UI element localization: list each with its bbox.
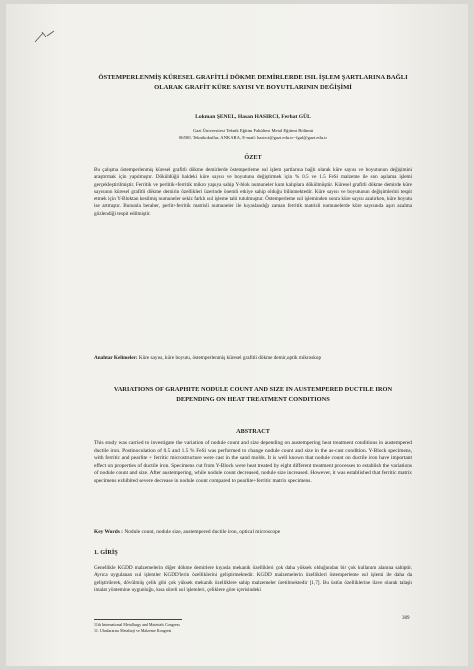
introduction-heading: 1. GİRİŞ [94,549,118,556]
abstract-body: This study was carried to investigate the variation of nodule count and size depending on austempering heat treatment conditions in austempered ductile iron. Postinoculation of 0.5 and 1.5 % FeSi was performed to change nodule count and size in the as-cast condition. Y-Block specimens, with ferritic and pearlite + ferritic microstructure were cast in the sand molds. It is well known that nodule count on ductile iron have important effect on properties of ductile iron. Specimens cut from Y-Block were heat treated by eight different treatment processes to establish the variations of nodule count and size. After austempering, while nodule count decreased, nodule size increased. However, it was established that ferritic matrix specimens exhibited severe decrease in nodule count compared to pearlite+ferritic matrix specimens. [94,440,412,484]
abstract-heading: ABSTRACT [236,428,270,435]
paper-title-turkish: ÖSTEMPERLENMİŞ KÜRESEL GRAFİTLİ DÖKME DEMİRLERDE ISIL İŞLEM ŞARTLARINA BAĞLI OLARAK GRAFİT KÜRE SAYISI VE BOYUTLARININ DEĞİŞİMİ [98,74,408,91]
ozet-body: Bu çalışma östemperlenmiş küresel grafitli dökme demirlerde östemperleme ısıl işlem şartlarına bağlı olarak küre sayısı ve boyutunun değişimini araştırmak için yapılmıştır. Döküldüğü haldeki küre sayısı ve boyutunu değiştirmek için % 0.5 ve 1.5 FeSi malzeme ile son aşılama işlemi gerçekleştirilmiştir. Ferritik ve perlitik+ferritik mikro yapıya sahip Y-blok numuneler kum kalıplara dökülmüştür. Küresel grafitli dökme demirde küre sayısının küresel grafitli dökme demirin özellikleri üzerinde önemli etkiye sahip olduğu bilinmektedir. Küre sayısı ve boyutunun değişimlerini tespit etmek için Y-Bloktan kesilmiş numuneler sekiz farklı ısıl işleme tabi tutulmuştur. Östemperleme ısıl işleminden sonra küre sayısı azalırken, küre boyutu ise artmıştır. Bununla beraber, perlit+ferritik matrisli numuneler ile kıyaslandığı zaman ferritik matrisli numunelerde küre sayısında aşırı azalma gözlendiği tespit edilmiştir. [94,167,412,217]
affiliation-line-2: 06500, Teknikokullar, ANKARA, E-mail: hasirci@gazi.edu.tr--fgul@gazi.edu.tr [179,135,327,140]
footnote [94,622,412,633]
paper-page [6,4,468,666]
introduction-body: Genellikle KGDD malzemelerin diğer dökme demirlere kıyasla mekanik özellikleri çok daha yüksek olduğundan bir çok kullanım alanına sahiptir. Ayrıca uygulanan ısıl işlemler KGDD'lerin özelliklerini geliştirmektedir. KGDD malzemelerin özellikleri östemperleme ısıl işlemi ile daha da geliştirilerek, dövülmüş çelik gibi çok yüksek mekanik özelliklere sahip malzemeler üretilmektedir [1,7]. Bu üstün özelliklerine ilave olarak talaşlı imalat yöntemine uygunluğu, kısa süreli ısıl işlemleri, çeliklere göre içerisindeki [94,565,412,594]
footnote-line-2: 11. Uluslararası Metalurji ve Malzeme Kongresi [94,627,172,633]
footnote-divider [94,619,182,620]
footnote-line-1: 11th International Metallurgy and Materials Congress [94,622,180,627]
author-list: Lokman ŞENEL, Hasan HASIRCI, Ferhat GÜL [195,114,311,120]
page-number: 389 [402,616,410,621]
ozet-heading: ÖZET [244,154,262,161]
pen-mark-icon [34,30,56,44]
english-keywords-text: Nodule count, nodule size, austempered ductile iron, optical microscope [124,529,281,535]
turkish-keywords-label: Anahtar Kelimeler: [94,355,138,361]
english-keywords-label: Key Words : [94,529,123,535]
turkish-keywords-text: Küre sayısı, küre boyutu, östemperlenmiş küresel grafitli dökme demir,optik mikroskop [138,355,322,361]
affiliation-line-1: Gazi Üniversitesi Teknik Eğitim Fakültesi Metal Eğitimi Bölümü [192,128,314,133]
english-keywords [94,529,412,535]
turkish-keywords [94,355,412,362]
paper-title-english: VARIATIONS OF GRAPHITE NODULE COUNT AND SIZE IN AUSTEMPERED DUCTILE IRON DEPENDING ON HEAT TREATMENT CONDITIONS [113,386,393,403]
affiliation [94,127,412,141]
